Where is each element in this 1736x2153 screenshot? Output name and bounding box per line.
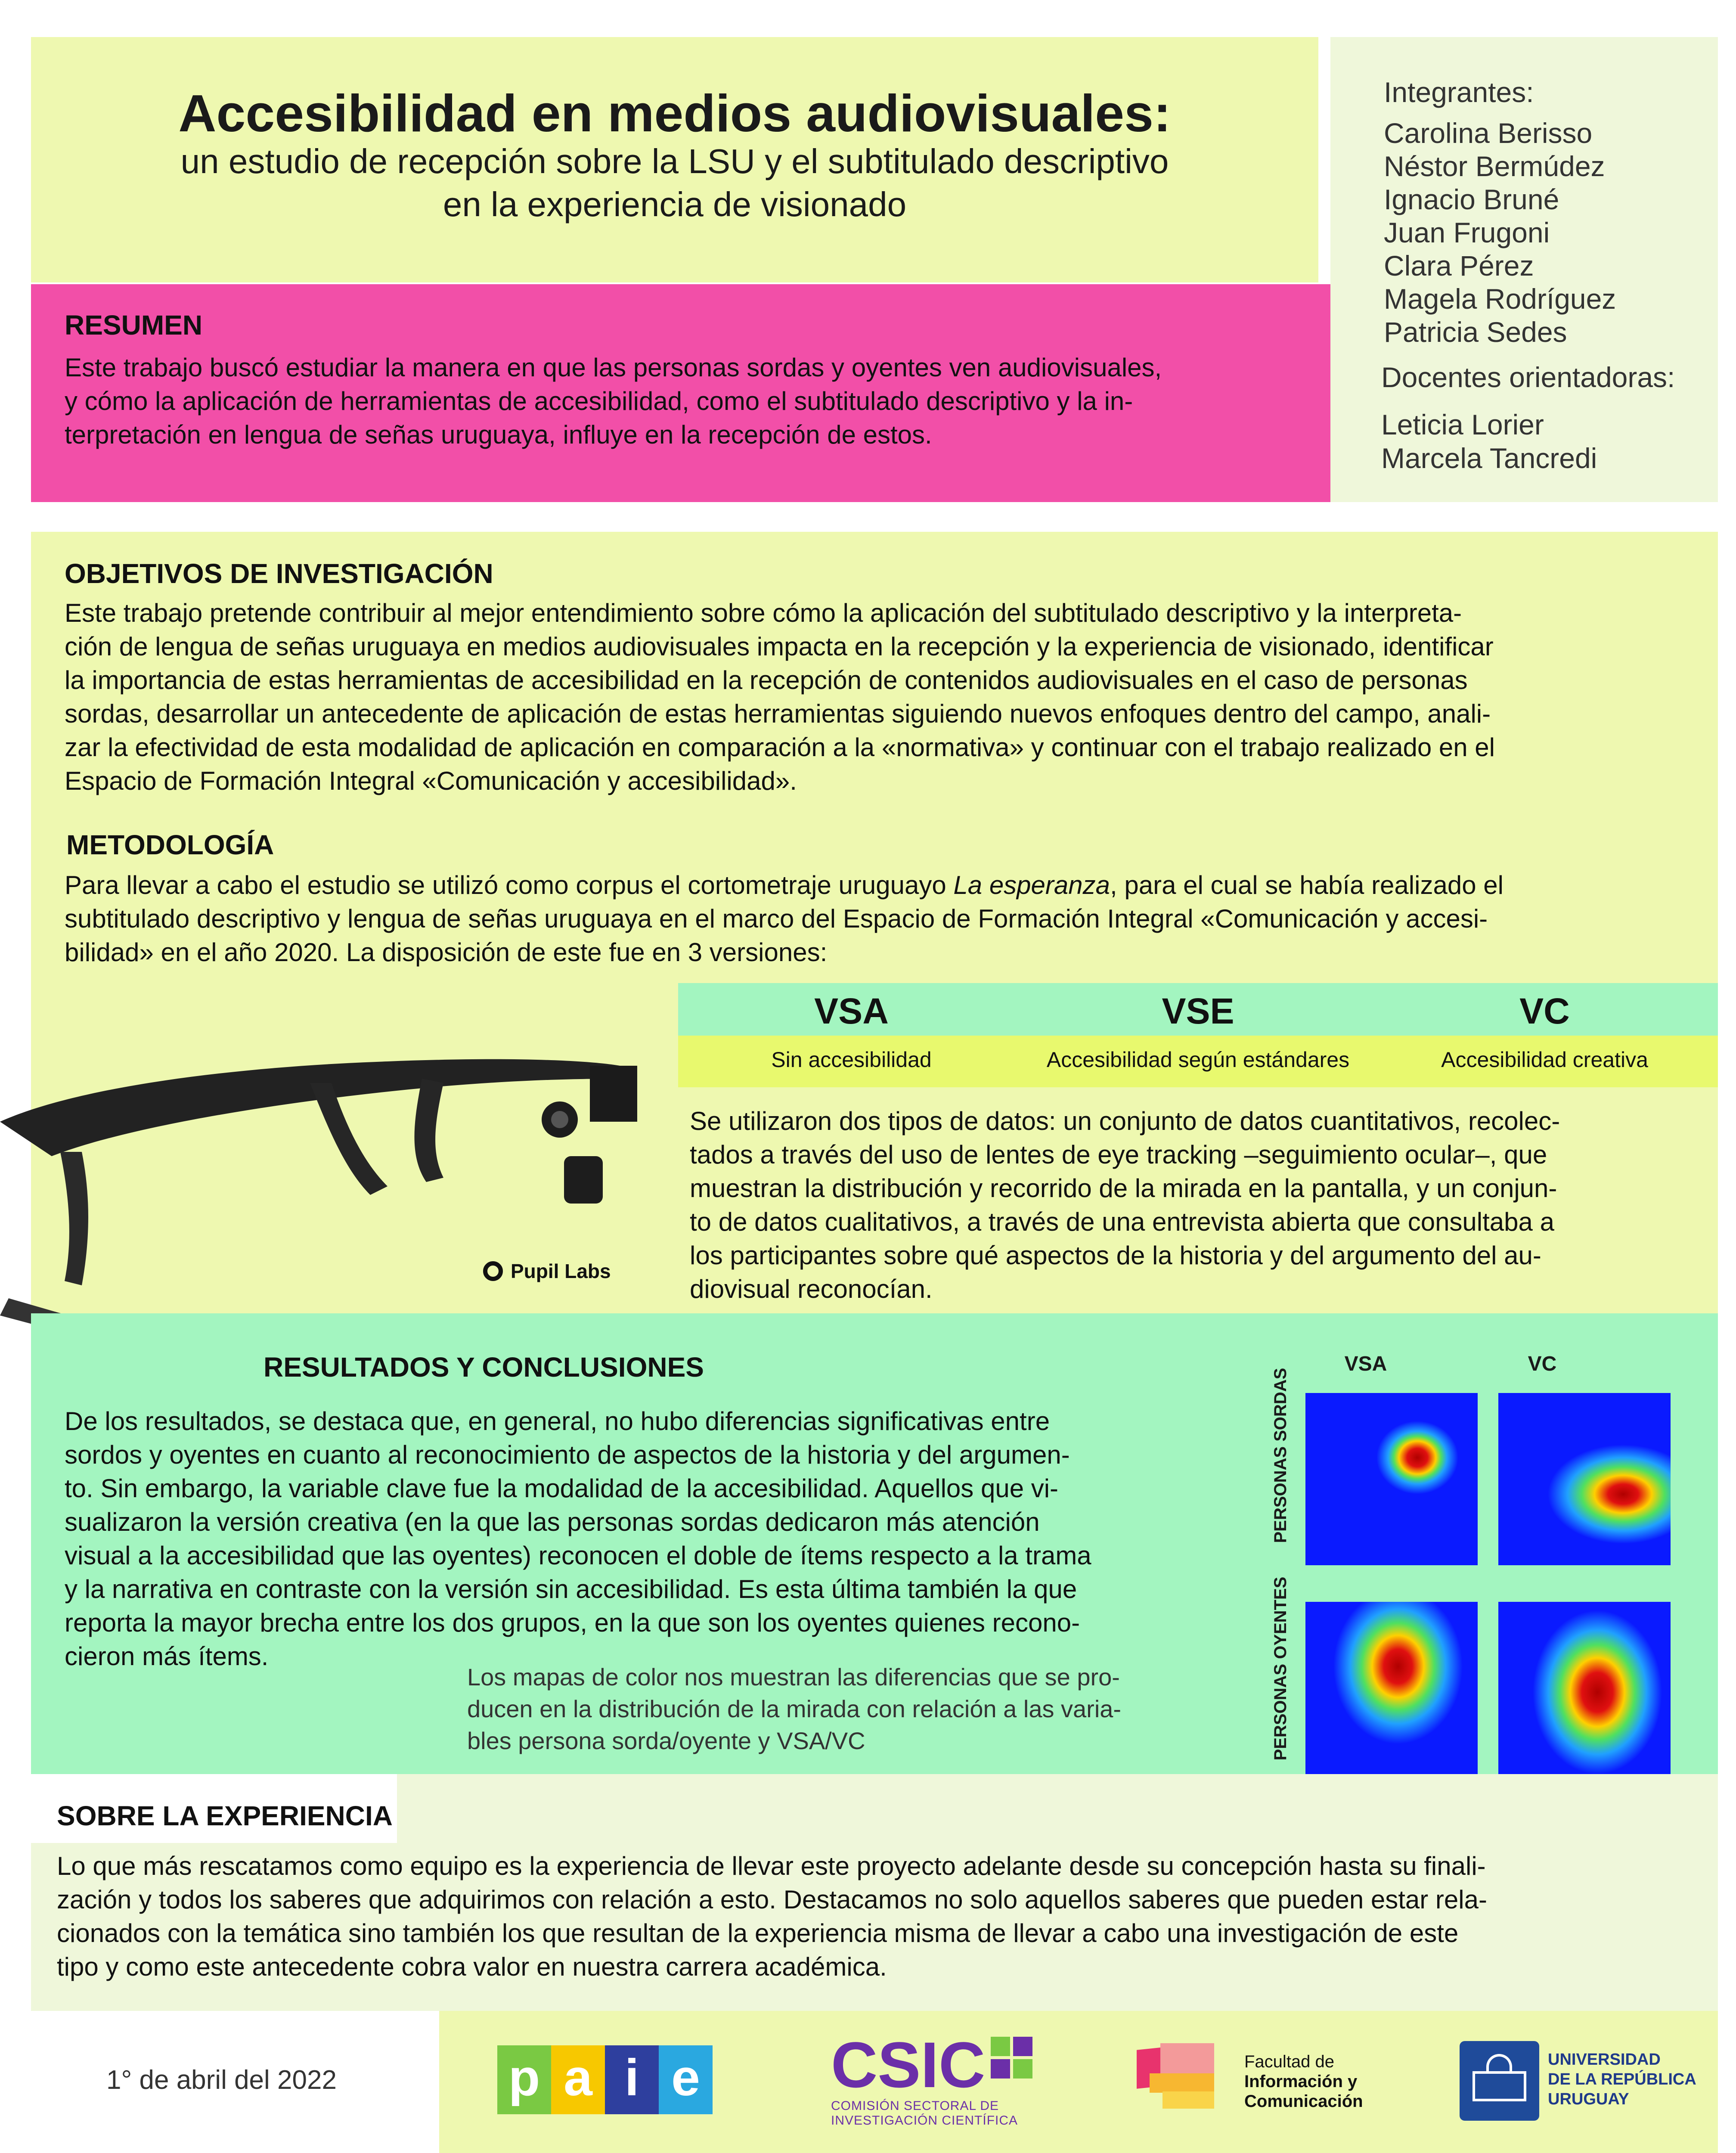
heatmap-col-label: VSA bbox=[1344, 1353, 1387, 1375]
objetivos-metodologia-panel bbox=[31, 532, 1718, 1313]
members-panel bbox=[1330, 37, 1718, 502]
heatmap-oyentes-vsa bbox=[1305, 1602, 1478, 1774]
fic-logo-icon bbox=[1137, 2043, 1223, 2112]
udelar-line: DE LA REPÚBLICA bbox=[1548, 2070, 1696, 2088]
member-name: Clara Pérez bbox=[1384, 250, 1534, 282]
pupil-labs-icon bbox=[483, 1261, 503, 1281]
heatmap-caption bbox=[467, 1661, 1264, 1757]
member-name: Néstor Bermúdez bbox=[1384, 150, 1605, 182]
text-line: bles persona sorda/oyente y VSA/VC bbox=[467, 1727, 865, 1754]
text-line: muestran la distribución y recorrido de la mirada en la pantalla, y un conjun- bbox=[690, 1174, 1557, 1203]
poster-date: 1° de abril del 2022 bbox=[106, 2065, 337, 2095]
text-line: sordos y oyentes en cuanto al reconocimiento de aspectos de la historia y del argumen- bbox=[65, 1440, 1070, 1469]
text-line: Espacio de Formación Integral «Comunicación y accesibilidad». bbox=[65, 766, 797, 795]
text-line: Los mapas de color nos muestran las diferencias que se pro- bbox=[467, 1663, 1120, 1691]
poster-subtitle-line-1: un estudio de recepción sobre la LSU y el subtitulado descriptivo bbox=[180, 142, 1169, 180]
teacher-name: Leticia Lorier bbox=[1381, 409, 1544, 441]
text-line: ción de lengua de señas uruguaya en medios audiovisuales impacta en la recepción y la experiencia de visionado, identificar bbox=[65, 632, 1494, 661]
resultados-text bbox=[65, 1405, 1253, 1673]
camera-lens-shape bbox=[551, 1111, 568, 1128]
csic-subtitle: INVESTIGACIÓN CIENTÍFICA bbox=[831, 2113, 1018, 2128]
paie-letter: p bbox=[497, 2045, 551, 2114]
footer-logos-panel bbox=[439, 2011, 1718, 2153]
text-line: zación y todos los saberes que adquirimos con relación a esto. Destacamos no solo aquellos saberes que pueden estar rela- bbox=[57, 1885, 1487, 1914]
member-name: Magela Rodríguez bbox=[1384, 283, 1616, 315]
version-code: VSA bbox=[814, 991, 889, 1031]
text-line: Se utilizaron dos tipos de datos: un conjunto de datos cuantitativos, recolec- bbox=[690, 1107, 1560, 1135]
heatmap-oyentes-vc bbox=[1498, 1602, 1671, 1774]
experiencia-text bbox=[57, 1849, 1702, 1984]
udelar-line: UNIVERSIDAD bbox=[1548, 2051, 1661, 2069]
udelar-logo-text bbox=[1548, 2050, 1696, 2109]
resultados-panel bbox=[31, 1313, 1718, 1774]
text-line: to de datos cualitativos, a través de una entrevista abierta que consultaba a bbox=[690, 1207, 1554, 1236]
metodologia-text bbox=[65, 869, 1709, 969]
glasses-frame-shape bbox=[0, 1059, 629, 1156]
member-name: Patricia Sedes bbox=[1384, 316, 1567, 348]
teacher-name: Marcela Tancredi bbox=[1381, 442, 1597, 474]
paie-logo bbox=[497, 2045, 713, 2114]
udelar-seal-icon bbox=[1460, 2041, 1539, 2121]
heatmap-row-label: PERSONAS SORDAS bbox=[1271, 1368, 1290, 1543]
text-line: y la narrativa en contraste con la versión sin accesibilidad. Es esta última también la que bbox=[65, 1575, 1077, 1604]
datos-text bbox=[690, 1104, 1714, 1306]
version-desc: Sin accesibilidad bbox=[771, 1048, 932, 1072]
film-title: La esperanza bbox=[953, 871, 1110, 900]
text-line: Lo que más rescatamos como equipo es la experiencia de llevar este proyecto adelante desde su concepción hasta su finali- bbox=[57, 1852, 1486, 1880]
text-line: sualizaron la versión creativa (en la que las personas sordas dedicaron más atención bbox=[65, 1508, 1040, 1536]
version-desc: Accesibilidad según estándares bbox=[1046, 1048, 1350, 1072]
text-line: visual a la accesibilidad que las oyentes) reconocen el doble de ítems respecto a la trama bbox=[65, 1541, 1091, 1570]
text-line: tipo y como este antecedente cobra valor en nuestra carrera académica. bbox=[57, 1952, 887, 1981]
fic-line: Información y bbox=[1244, 2072, 1358, 2091]
resumen-panel bbox=[31, 284, 1330, 502]
title-panel bbox=[31, 37, 1318, 282]
csic-mark-icon bbox=[991, 2032, 1034, 2080]
text-line: De los resultados, se destaca que, en general, no hubo diferencias significativas entre bbox=[65, 1407, 1050, 1436]
version-code: VSE bbox=[1162, 991, 1234, 1031]
paie-letter: i bbox=[605, 2045, 659, 2114]
camera-mount-shape bbox=[590, 1066, 637, 1122]
text-line: y cómo la aplicación de herramientas de accesibilidad, como el subtitulado descriptivo y la in- bbox=[65, 387, 1133, 416]
heatmap-sordas-vsa bbox=[1305, 1393, 1478, 1565]
experiencia-heading-tab bbox=[31, 1774, 397, 1843]
member-name: Juan Frugoni bbox=[1384, 217, 1550, 248]
footer-date-panel bbox=[31, 2011, 439, 2153]
glasses-nose-pad-shape bbox=[310, 1083, 388, 1195]
text-line: ducen en la distribución de la mirada con relación a las varia- bbox=[467, 1695, 1122, 1722]
text-segment: Para llevar a cabo el estudio se utilizó como corpus el cortometraje uruguayo bbox=[65, 871, 954, 900]
csic-logo bbox=[831, 2029, 1034, 2128]
eye-camera-shape bbox=[564, 1156, 603, 1204]
csic-subtitle: COMISIÓN SECTORAL DE bbox=[831, 2099, 999, 2113]
text-line: cionados con la temática sino también los que resultan de la experiencia misma de llevar a cabo una investigación de este bbox=[57, 1919, 1459, 1948]
text-line: cieron más ítems. bbox=[65, 1642, 269, 1671]
eye-tracking-glasses-image bbox=[0, 1014, 698, 1363]
text-line: Este trabajo pretende contribuir al mejor entendimiento sobre cómo la aplicación del subtitulado descriptivo y la interpreta- bbox=[65, 599, 1462, 627]
heatmap-col-label: VC bbox=[1528, 1353, 1557, 1375]
paie-letter: e bbox=[659, 2045, 713, 2114]
text-line: Este trabajo buscó estudiar la manera en que las personas sordas y oyentes ven audiovisuales, bbox=[65, 353, 1162, 382]
text-line: reporta la mayor brecha entre los dos grupos, en la que son los oyentes quienes recono- bbox=[65, 1608, 1080, 1637]
pupil-labs-text: Pupil Labs bbox=[511, 1260, 611, 1282]
poster-subtitle-line-2: en la experiencia de visionado bbox=[443, 185, 907, 223]
resultados-heading: RESULTADOS Y CONCLUSIONES bbox=[264, 1352, 704, 1383]
member-name: Ignacio Bruné bbox=[1384, 183, 1559, 215]
resumen-text bbox=[65, 351, 1322, 452]
text-line: to. Sin embargo, la variable clave fue la modalidad de la accesibilidad. Aquellos que vi- bbox=[65, 1474, 1059, 1503]
text-line bbox=[65, 869, 1709, 902]
poster-title: Accesibilidad en medios audiovisuales: bbox=[178, 84, 1171, 143]
glasses-nose-pad-shape bbox=[415, 1079, 444, 1182]
pupil-labs-logo bbox=[483, 1260, 611, 1283]
glasses-arm-shape bbox=[60, 1152, 88, 1285]
fic-logo-text bbox=[1244, 2052, 1363, 2111]
heatmap-sordas-vc bbox=[1498, 1393, 1671, 1565]
udelar-line: URUGUAY bbox=[1548, 2090, 1629, 2108]
paie-letter: a bbox=[551, 2045, 605, 2114]
text-segment: , para el cual se había realizado el bbox=[1110, 871, 1504, 900]
fic-line: Facultad de bbox=[1244, 2052, 1335, 2071]
objetivos-heading: OBJETIVOS DE INVESTIGACIÓN bbox=[65, 558, 493, 589]
fic-line: Comunicación bbox=[1244, 2092, 1363, 2111]
version-desc: Accesibilidad creativa bbox=[1441, 1048, 1648, 1072]
resumen-heading: RESUMEN bbox=[65, 310, 203, 341]
text-line: zar la efectividad de esta modalidad de aplicación en comparación a la «normativa» y continuar con el trabajo realizado en el bbox=[65, 733, 1495, 762]
text-line: subtitulado descriptivo y lengua de señas uruguaya en el marco del Espacio de Formación Integral «Comunicación y accesi- bbox=[65, 904, 1488, 933]
text-line: terpretación en lengua de señas uruguaya, influye en la recepción de estos. bbox=[65, 420, 932, 449]
metodologia-heading: METODOLOGÍA bbox=[66, 829, 274, 860]
member-name: Carolina Berisso bbox=[1384, 117, 1593, 149]
experiencia-heading: SOBRE LA EXPERIENCIA bbox=[57, 1800, 393, 1831]
objetivos-text bbox=[65, 596, 1709, 798]
text-line: diovisual reconocían. bbox=[690, 1275, 933, 1303]
version-code: VC bbox=[1519, 991, 1570, 1031]
text-line: tados a través del uso de lentes de eye tracking –seguimiento ocular–, que bbox=[690, 1140, 1547, 1169]
csic-wordmark: CSIC bbox=[831, 2029, 986, 2101]
teachers-label: Docentes orientadoras: bbox=[1381, 361, 1675, 393]
text-line: los participantes sobre qué aspectos de la historia y del argumento del au- bbox=[690, 1241, 1541, 1270]
text-line: bilidad» en el año 2020. La disposición de este fue en 3 versiones: bbox=[65, 938, 828, 967]
members-label: Integrantes: bbox=[1384, 76, 1534, 108]
text-line: la importancia de estas herramientas de accesibilidad en la recepción de contenidos audiovisuales en el caso de personas bbox=[65, 666, 1468, 695]
text-line: sordas, desarrollar un antecedente de aplicación de estas herramientas siguiendo nuevos enfoques dentro del campo, anali- bbox=[65, 699, 1491, 728]
heatmap-row-label: PERSONAS OYENTES bbox=[1271, 1576, 1290, 1761]
